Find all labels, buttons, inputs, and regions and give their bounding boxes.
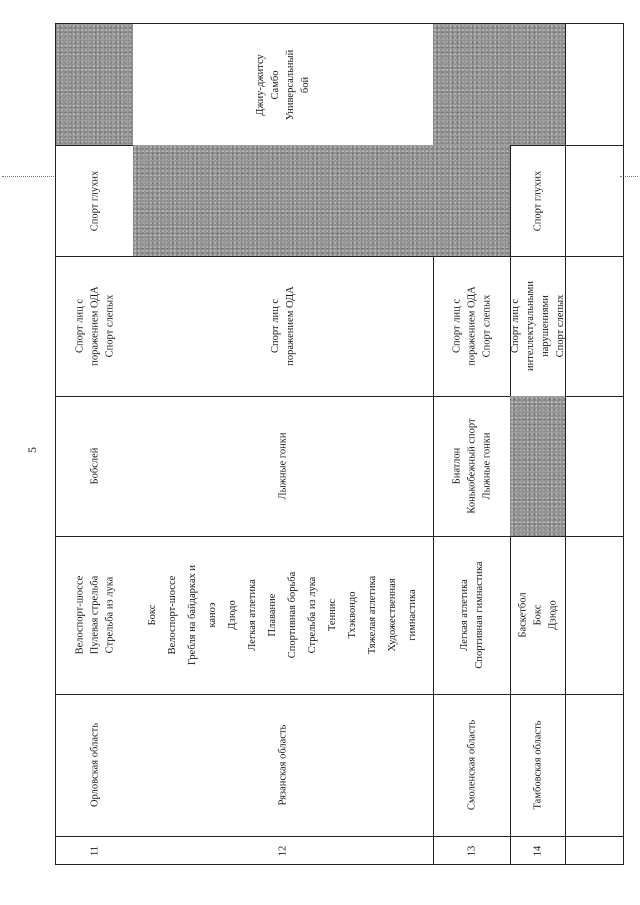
summer-text-14: Баскетбол Бокс Дзюдо — [517, 592, 558, 638]
winter-cell-14 — [510, 396, 565, 536]
summer-cell-11 — [56, 536, 133, 694]
region-text-13: Смоленская область — [466, 719, 477, 811]
region-cell-13 — [433, 694, 510, 836]
disabled-cell-12 — [133, 256, 433, 396]
summer-text-11: Велоспорт-шоссе Пулевая стрельба Стрельба из лука — [74, 575, 115, 655]
sports-table — [55, 23, 624, 865]
scan-dotted-rule — [2, 176, 54, 177]
page-number: 5 — [25, 447, 39, 453]
national-cell-13 — [433, 24, 510, 145]
disabled-cell-11 — [56, 256, 133, 396]
national-cell-14 — [510, 24, 565, 145]
deaf-cell-14 — [510, 145, 565, 256]
num-text-13: 13 — [466, 845, 477, 857]
region-text-11: Орловская область — [89, 722, 100, 808]
winter-cell-11 — [56, 396, 133, 536]
winter-cell-13 — [433, 396, 510, 536]
summer-cell-13 — [433, 536, 510, 694]
num-cell-13 — [433, 836, 510, 866]
disabled-cell-13 — [433, 256, 510, 396]
summer-text-13: Легкая атлетика Спортивная гимнастика — [458, 561, 485, 669]
region-text-12: Рязанская область — [277, 724, 289, 806]
deaf-cell-12 — [133, 145, 433, 256]
region-cell-14 — [510, 694, 565, 836]
region-text-14: Тамбовская область — [532, 720, 543, 810]
winter-text-11: Бобслей — [89, 447, 100, 485]
deaf-cell-11 — [56, 145, 133, 256]
num-cell-12 — [133, 836, 433, 866]
region-cell-12 — [133, 694, 433, 836]
num-text-14: 14 — [532, 845, 543, 857]
deaf-text-14: Спорт глухих — [532, 170, 543, 231]
region-cell-11 — [56, 694, 133, 836]
num-cell-14 — [510, 836, 565, 866]
disabled-cell-14 — [510, 256, 565, 396]
disabled-text-12: Спорт лиц с поражением ОДА — [270, 286, 296, 366]
winter-text-13: Биатлон Конькобежный спорт Лыжные гонки — [451, 418, 492, 514]
num-text-11: 11 — [89, 845, 100, 857]
summer-cell-12 — [133, 536, 433, 694]
winter-text-12: Лыжные гонки — [277, 432, 289, 500]
disabled-text-11: Спорт лиц с поражением ОДА Спорт слепых — [74, 286, 115, 366]
deaf-cell-13 — [433, 145, 510, 256]
disabled-text-14: Спорт лиц с интеллектуальными нарушениями Спорт слепых — [510, 281, 565, 371]
summer-cell-14 — [510, 536, 565, 694]
national-cell-12 — [133, 24, 433, 145]
deaf-text-11: Спорт глухих — [89, 170, 100, 231]
num-cell-11 — [56, 836, 133, 866]
summer-text-12: Бокс Велоспорт-шоссе Гребля на байдарках и каноэ Дзюдо Легкая атлетика Плавание Спортивная борьба Стрельба из лука Теннис Тхэквондо Тяжелая атлетика Художественная гимнастика — [147, 565, 418, 665]
national-text-12: Джиу-джитсу Самбо Универсальный бой — [255, 49, 311, 120]
disabled-text-13: Спорт лиц с поражением ОДА Спорт слепых — [451, 286, 492, 366]
num-text-12: 12 — [277, 845, 289, 857]
table-continuation — [565, 24, 625, 866]
national-cell-11 — [56, 24, 133, 145]
winter-cell-12 — [133, 396, 433, 536]
